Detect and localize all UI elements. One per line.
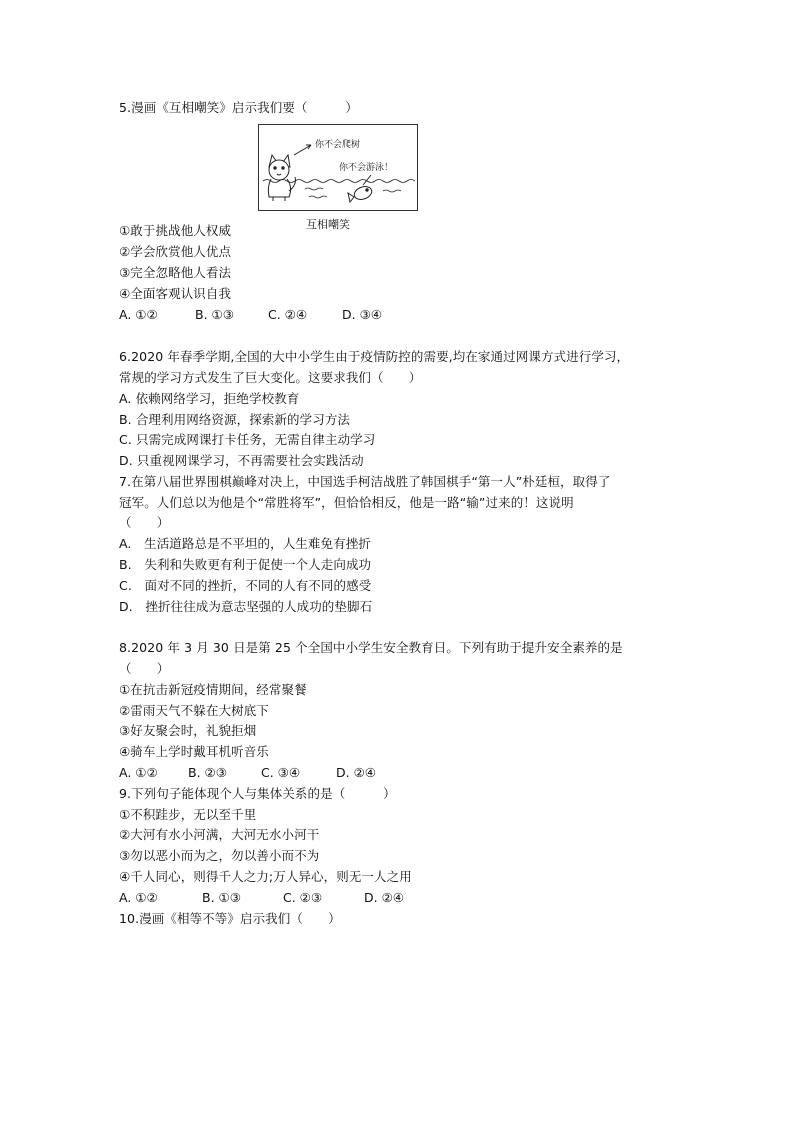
q6-option-a: A. 依赖网络学习，拒绝学校教育 [119, 391, 300, 406]
q6-option-d: D. 只重视网课学习，不再需要社会实践活动 [119, 453, 364, 468]
q8-option-a: A. ①② [119, 765, 158, 780]
q6-option-c: C. 只需完成网课打卡任务，无需自律主动学习 [119, 432, 376, 447]
q5-item-3: ③完全忽略他人看法 [119, 265, 232, 280]
q8-stem-line-1: 8.2020 年 3 月 30 日是第 25 个全国中小学生安全教育日。下列有助于提升安全素养的是 [119, 640, 623, 655]
cat-icon [268, 155, 295, 201]
q9-item-3: ③勿以恶小而为之，勿以善小而不为 [119, 848, 320, 863]
q5-option-a: A. ①② [119, 307, 158, 322]
q8-option-c: C. ③④ [261, 765, 301, 780]
q8-item-2: ②雷雨天气不躲在大树底下 [119, 703, 269, 718]
q8-stem-line-2: （ ） [119, 661, 170, 676]
q9-stem: 9.下列句子能体现个人与集体关系的是（ ） [119, 786, 396, 801]
q9-option-a: A. ①② [119, 890, 158, 905]
q7-option-b: B. 失利和失败更有利于促使一个人走向成功 [119, 557, 372, 572]
q8-item-1: ①在抗击新冠疫情期间，经常聚餐 [119, 682, 307, 697]
q9-item-2: ②大河有水小河满，大河无水小河干 [119, 827, 320, 842]
q8-item-4: ④骑车上学时戴耳机听音乐 [119, 744, 269, 759]
q7-option-c: C. 面对不同的挫折，不同的人有不同的感受 [119, 578, 372, 593]
q7-option-a: A. 生活道路总是不平坦的，人生难免有挫折 [119, 536, 371, 551]
q5-option-c: C. ②④ [268, 307, 308, 322]
cat-speech: 你不会爬树 [315, 140, 361, 150]
cartoon-caption: 互相嘲笑 [306, 218, 350, 231]
q10-stem: 10.漫画《相等不等》启示我们（ ） [119, 911, 341, 926]
q7-stem-line-1: 7.在第八届世界围棋巅峰对决上，中国选手柯洁战胜了韩国棋手“第一人”朴廷桓，取得了 [119, 474, 611, 489]
q8-option-b: B. ②③ [188, 765, 227, 780]
q7-option-d: D. 挫折往往成为意志坚强的人成功的垫脚石 [119, 599, 373, 614]
q5-item-4: ④全面客观认识自我 [119, 286, 232, 301]
q5-stem: 5.漫画《互相嘲笑》启示我们要（ ） [119, 100, 358, 115]
q9-option-d: D. ②④ [364, 890, 404, 905]
q6-option-b: B. 合理利用网络资源，探索新的学习方法 [119, 412, 351, 427]
q6-stem-line-1: 6.2020 年春季学期,全国的大中小学生由于疫情防控的需要,均在家通过网课方式进行学习， [119, 349, 630, 364]
fish-speech: 你不会游泳！ [339, 163, 394, 173]
q7-stem-line-3: （ ） [119, 515, 170, 530]
q5-item-1: ①敢于挑战他人权威 [119, 223, 232, 238]
q9-item-1: ①不积跬步，无以至千里 [119, 807, 257, 822]
fish-icon [348, 184, 374, 202]
q8-option-d: D. ②④ [336, 765, 376, 780]
cartoon-mutual-ridicule [258, 124, 418, 211]
q7-stem-line-2: 冠军。人们总以为他是个“常胜将军”，但恰恰相反，他是一路“输”过来的！这说明 [119, 495, 574, 510]
q5-item-2: ②学会欣赏他人优点 [119, 244, 232, 259]
q9-option-c: C. ②③ [283, 890, 323, 905]
q8-item-3: ③好友聚会时，礼貌拒烟 [119, 723, 257, 738]
q5-option-b: B. ①③ [195, 307, 234, 322]
q5-option-d: D. ③④ [342, 307, 382, 322]
cartoon-illustration [259, 125, 417, 210]
q6-stem-line-2: 常规的学习方式发生了巨大变化。这要求我们（ ） [119, 370, 422, 385]
q9-option-b: B. ①③ [202, 890, 241, 905]
q9-item-4: ④千人同心，则得千人之力;万人异心，则无一人之用 [119, 869, 412, 884]
